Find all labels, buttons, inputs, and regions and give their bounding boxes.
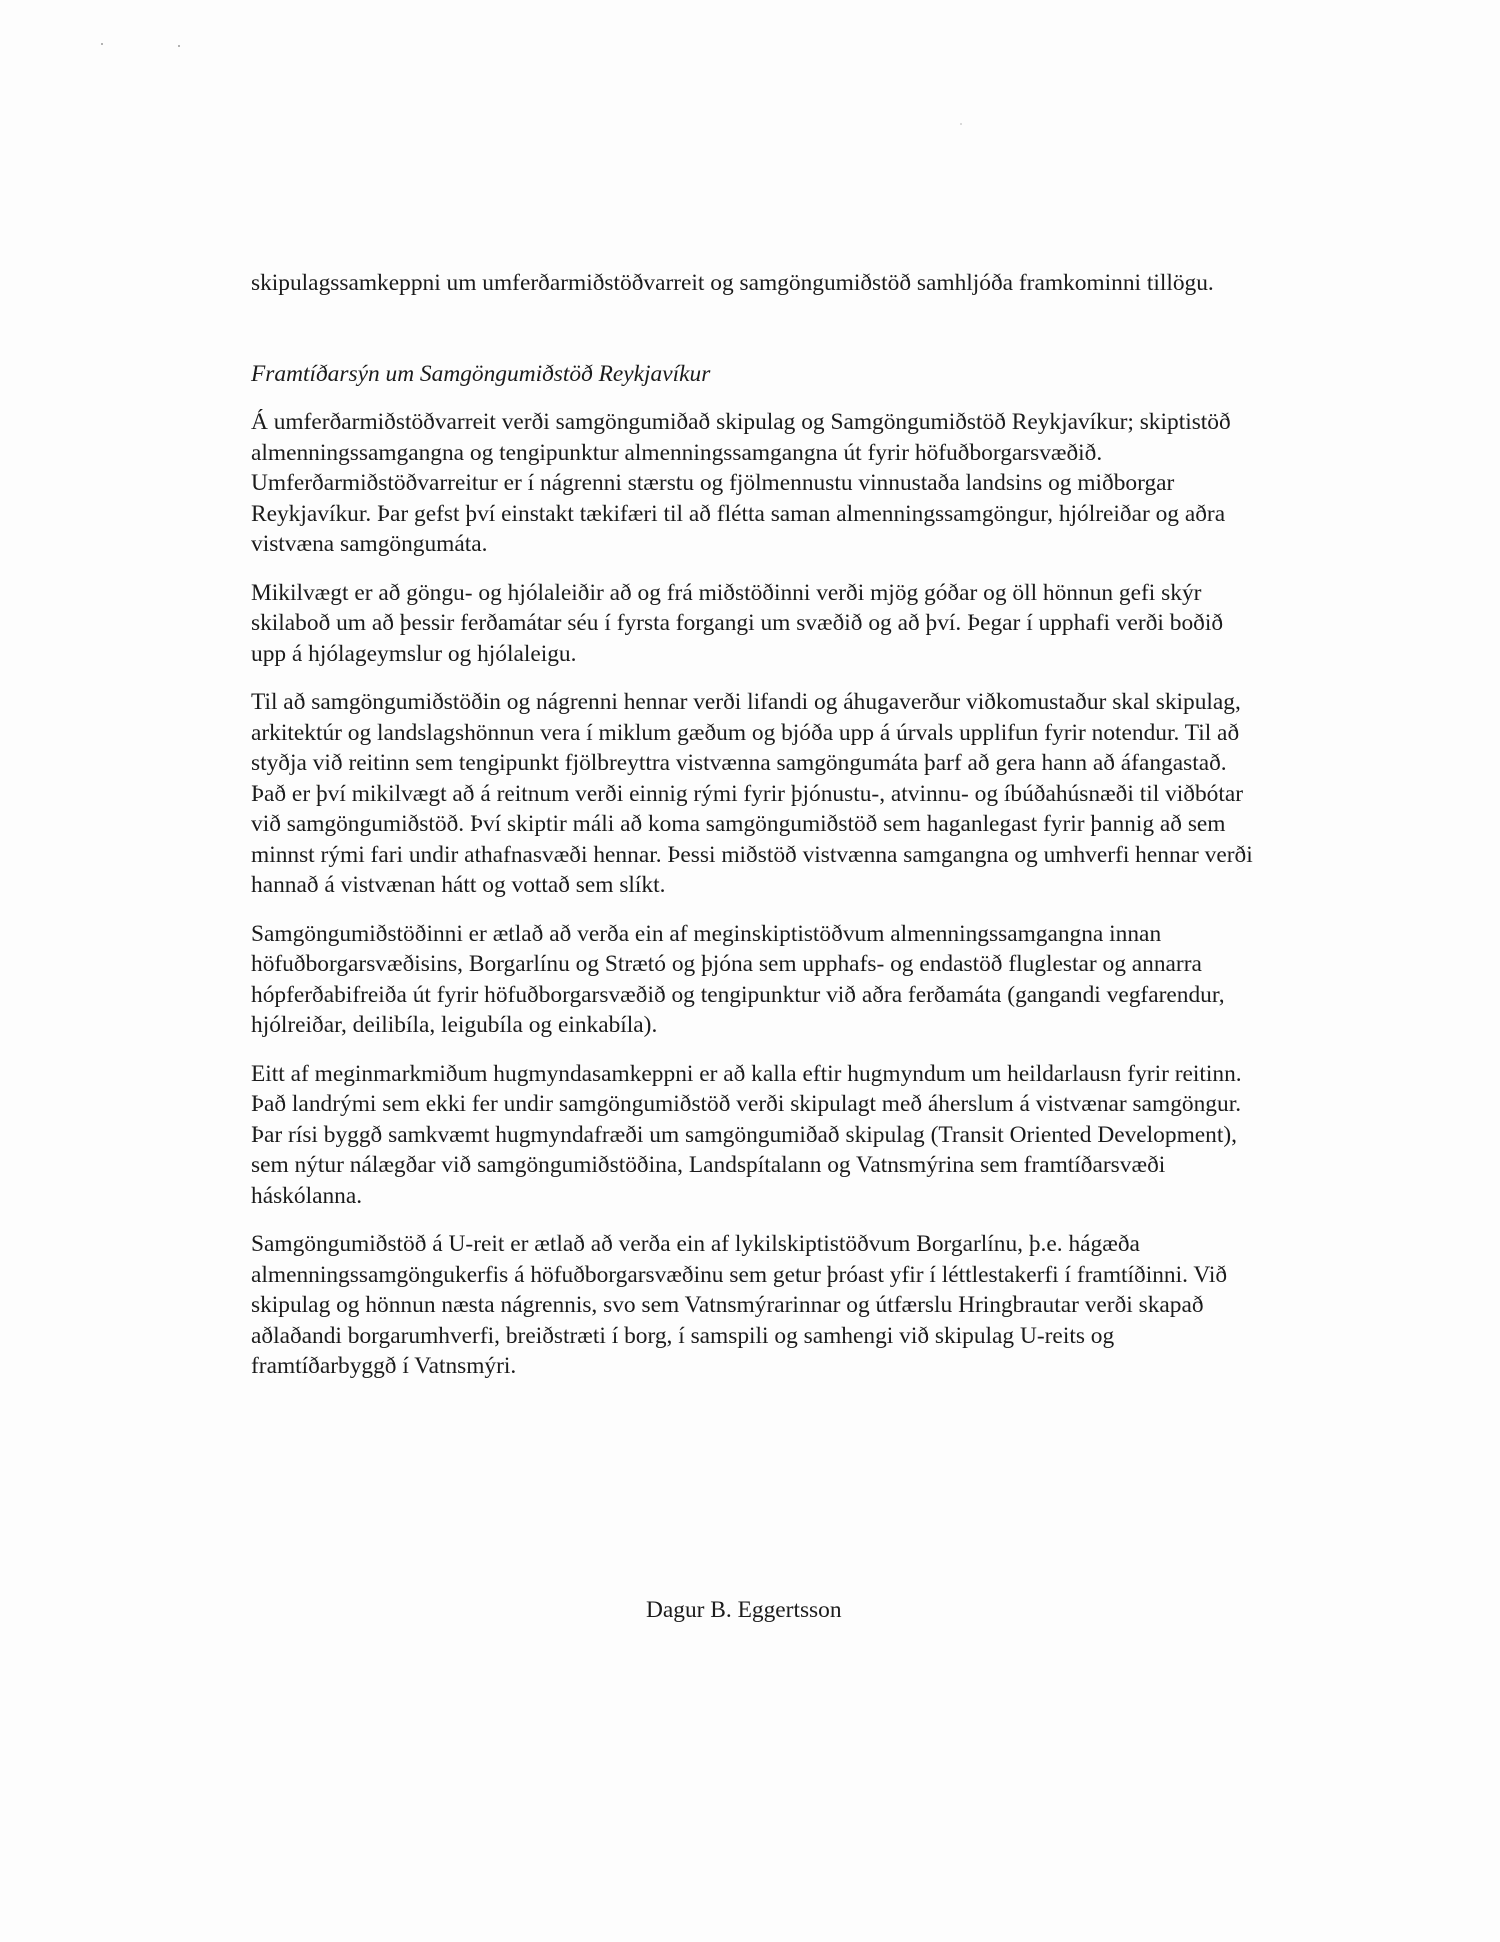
body-paragraph: Mikilvægt er að göngu- og hjólaleiðir að og frá miðstöðinni verði mjög góðar og öll hönnun gefi skýr skilaboð um að þessir ferðamátar séu í fyrsta forgangi um svæðið og að því. Þegar í upphafi verði boðið upp á hjólageymslur og hjólaleigu.: [251, 579, 1224, 667]
intro-paragraph: skipulagssamkeppni um umferðarmiðstöðvarreit og samgöngumiðstöð samhljóða framkominni tillögu.: [251, 270, 1214, 296]
scan-speck: [101, 43, 103, 45]
signature-name: Dagur B. Eggertsson: [646, 1597, 842, 1623]
body-paragraph: Samgöngumiðstöð á U-reit er ætlað að verða ein af lykilskiptistöðvum Borgarlínu, þ.e. hágæða almenningssamgöngukerfis á höfuðborgarsvæðinu sem getur þróast yfir í léttlestakerfi í framtíðinni. Við skipulag og hönnun næsta nágrennis, svo sem Vatnsmýrarinnar og útfærslu Hringbrautar verði skapað aðlaðandi borgarumhverfi, breiðstræti í borg, í samspili og samhengi við skipulag U-reits og framtíðarbyggð í Vatnsmýri.: [251, 1231, 1228, 1379]
section-heading: Framtíðarsýn um Samgöngumiðstöð Reykjavíkur: [251, 360, 711, 387]
body-paragraph: Á umferðarmiðstöðvarreit verði samgöngumiðað skipulag og Samgöngumiðstöð Reykjavíkur; skiptistöð almenningssamgangna og tengipunktur almenningssamgangna út fyrir höfuðborgarsvæðið. Umferðarmiðstöðvarreitur er í nágrenni stærstu og fjölmennustu vinnustaða landsins og miðborgar Reykjavíkur. Þar gefst því einstakt tækifæri til að flétta saman almenningssamgöngur, hjólreiðar og aðra vistvæna samgöngumáta.: [251, 409, 1231, 557]
body-paragraph: Samgöngumiðstöðinni er ætlað að verða ein af meginskiptistöðvum almenningssamgangna innan höfuðborgarsvæðisins, Borgarlínu og Strætó og þjóna sem upphafs- og endastöð fluglestar og annarra hópferðabifreiða út fyrir höfuðborgarsvæðið og tengipunktur við aðra ferðamáta (gangandi vegfarendur, hjólreiðar, deilibíla, leigubíla og einkabíla).: [251, 920, 1225, 1038]
body-paragraph: Eitt af meginmarkmiðum hugmyndasamkeppni er að kalla eftir hugmyndum um heildarlausn fyrir reitinn. Það landrými sem ekki fer undir samgöngumiðstöð verði skipulagt með áherslum á vistvænar samgöngur. Þar rísi byggð samkvæmt hugmyndafræði um samgöngumiðað skipulag (Transit Oriented Development), sem nýtur nálægðar við samgöngumiðstöðina, Landspítalann og Vatnsmýrina sem framtíðarsvæði háskólanna.: [251, 1060, 1242, 1209]
scan-speck: [178, 45, 180, 47]
scan-speck: [960, 123, 962, 125]
document-body: [251, 268, 1261, 1400]
body-paragraph: Til að samgöngumiðstöðin og nágrenni hennar verði lifandi og áhugaverður viðkomustaður skal skipulag, arkitektúr og landslagshönnun vera í miklum gæðum og bjóða upp á úrvals upplifun fyrir notendur. Til að styðja við reitinn sem tengipunkt fjölbreyttra vistvænna samgöngumáta þarf að gera hann að áfangastað. Það er því mikilvægt að á reitnum verði einnig rými fyrir þjónustu-, atvinnu- og íbúðahúsnæði til viðbótar við samgöngumiðstöð. Því skiptir máli að koma samgöngumiðstöð sem haganlegast fyrir þannig að sem minnst rými fari undir athafnasvæði hennar. Þessi miðstöð vistvænna samgangna og umhverfi hennar verði hannað á vistvænan hátt og vottað sem slíkt.: [251, 689, 1253, 898]
